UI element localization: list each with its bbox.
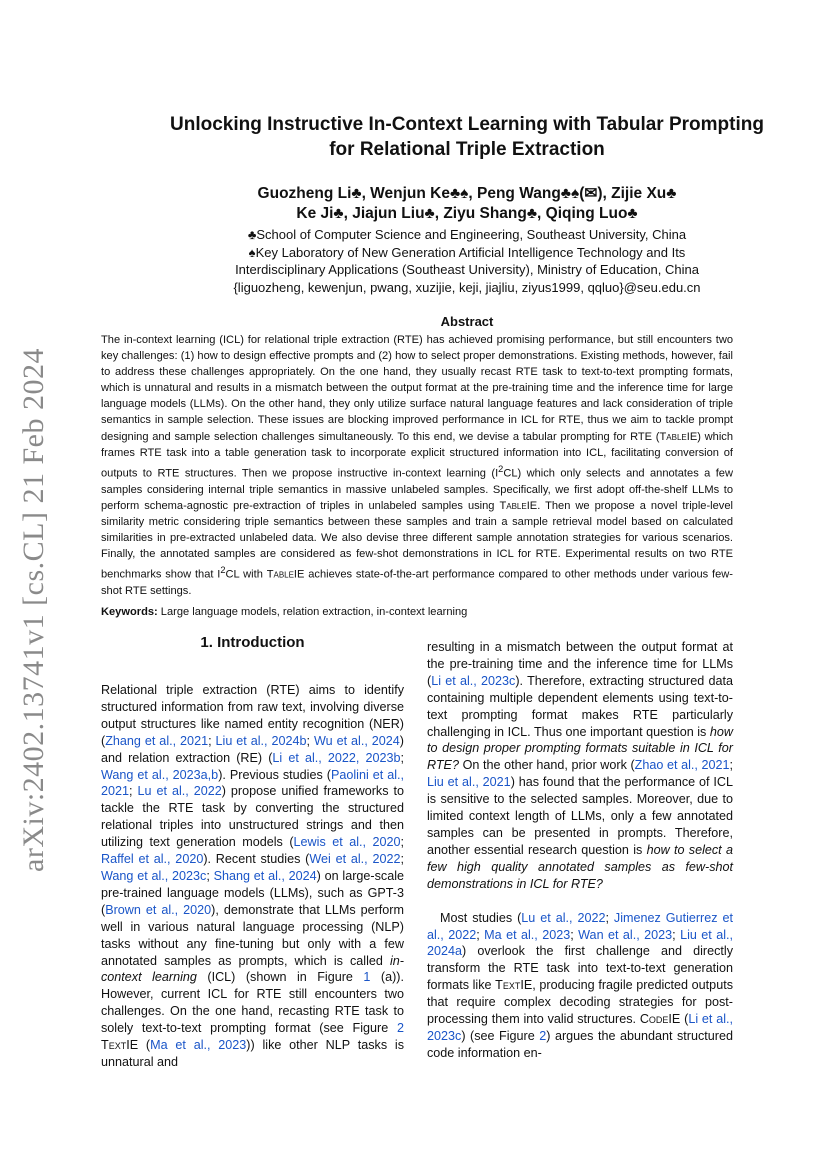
citation-link[interactable]: Liu et al., 2024a [427,927,734,959]
citation-link[interactable]: Lu et al., 2022 [137,784,222,799]
figure-link[interactable]: 2 [396,1021,404,1036]
citation-link[interactable]: Paolini et al., 2021 [101,767,405,799]
title-line-2: for Relational Triple Extraction [329,139,605,160]
method-name: TableIE [266,568,305,581]
affiliations [100,226,828,296]
paragraph: resulting in a mismatch between the output format at the pre-training time and the inference time for LLMs (Li et al., 2023c). Therefore, extracting structured data containing multiple dependent elements using text-to-text prompting format makes RTE particularly challenging in ICL. Thus one important question is how to design proper prompting formats suitable in ICL for RTE? On the other hand, prior work (Zhao et al., 2021; Liu et al., 2021) has found that the performance of ICL is sensitive to the selected samples. Moreover, due to limited context length of LLMs, only a few annotated samples can be presented in prompts. Therefore, another essential research question is how to select a few high quality annotated samples as few-shot demonstrations in ICL for RTE? [427,640,733,891]
citation-link[interactable]: Wang et al., 2023a,b [101,767,219,782]
paragraph: Most studies (Lu et al., 2022; Jimenez Gutierrez et al., 2022; Ma et al., 2023; Wan et al., 2023; Liu et al., 2024a) overlook the first challenge and directly transform the RTE task into text-to-text generation formats like TextIE, producing fragile predicted outputs that require complex decoding strategies for post-processing them into valid structures. CodeIE (Li et al., 2023c) (see Figure 2) argues the abundant structured code information en- [427,910,734,1060]
authors-line-1: Guozheng Li♣, Wenjun Ke♣♠, Peng Wang♣♠(✉), Zijie Xu♣ [257,185,677,202]
author-list [100,184,828,224]
keywords-label: Keywords: [101,606,158,618]
citation-link[interactable]: Wu et al., 2024 [313,733,400,748]
citation-link[interactable]: Li et al., 2023c [427,1012,733,1043]
figure-link[interactable]: 1 [363,970,371,985]
intro-right-column [427,639,733,1062]
citation-link[interactable]: Wei et al., 2022 [309,852,401,867]
citation-link[interactable]: Brown et al., 2020 [105,902,212,917]
author-emails: {liguozheng, kewenjun, pwang, xuzijie, keji, jiajliu, ziyus1999, qqluo}@seu.edu.cn [233,279,701,295]
citation-link[interactable]: Liu et al., 2021 [427,775,511,790]
citation-link[interactable]: Ma et al., 2023 [150,1038,247,1053]
keywords: Keywords: Large language models, relation extraction, in-context learning [101,606,468,618]
arxiv-identifier: arXiv:2402.13741v1 [cs.CL] 21 Feb 2024 [17,348,51,872]
paper-title [100,112,828,162]
citation-link[interactable]: Zhang et al., 2021 [105,733,209,748]
citation-link[interactable]: Li et al., 2022, 2023b [272,750,401,765]
section-heading-introduction: 1. Introduction [200,634,305,651]
citation-link[interactable]: Lu et al., 2022 [521,910,606,925]
citation-link[interactable]: Li et al., 2023c [431,673,516,688]
method-name: TableIE [659,430,698,443]
citation-link[interactable]: Lewis et al., 2020 [293,835,401,850]
citation-link[interactable]: Wan et al., 2023 [578,927,673,942]
citation-link[interactable]: Shang et al., 2024 [213,868,317,883]
citation-link[interactable]: Zhao et al., 2021 [634,758,730,773]
figure-link[interactable]: 2 [539,1028,547,1043]
method-name: TableIE [499,499,538,512]
citation-link[interactable]: Liu et al., 2024b [215,733,307,748]
affiliation-1: ♣School of Computer Science and Engineering, Southeast University, China [247,227,687,242]
abstract-heading: Abstract [440,314,494,329]
title-line-1: Unlocking Instructive In-Context Learning with Tabular Prompting [170,114,764,135]
citation-link[interactable]: Ma et al., 2023 [484,927,571,942]
citation-link[interactable]: Raffel et al., 2020 [101,852,204,867]
citation-link[interactable]: Wang et al., 2023c [101,868,207,883]
intro-left-column [101,682,404,1071]
affiliation-3: Interdisciplinary Applications (Southeast University), Ministry of Education, China [235,262,699,277]
paragraph: Relational triple extraction (RTE) aims to identify structured information from raw text, involving diverse output structures like named entity recognition (NER) (Zhang et al., 2021; Liu et al., 2024b; Wu et al., 2024) and relation extraction (RE) (Li et al., 2022, 2023b; Wang et al., 2023a,b). Previous studies (Paolini et al., 2021; Lu et al., 2022) propose unified frameworks to tackle the RTE task by converting the structured relational triples into unstructured strings and then utilizing text generation models (Lewis et al., 2020; Raffel et al., 2020). Recent studies (Wei et al., 2022; Wang et al., 2023c; Shang et al., 2024) on large-scale pre-trained language models (LLMs), such as GPT-3 (Brown et al., 2020), demonstrate that LLMs perform well in various natural language processing (NLP) tasks without any fine-tuning but only with a few annotated samples as prompts, which is called in-context learning (ICL) (shown in Figure 1 (a)). However, current ICL for RTE still encounters two challenges. On the one hand, recasting RTE task to solely text-to-text prompting format (see Figure 2 TextIE (Ma et al., 2023)) like other NLP tasks is unnatural and [101,683,405,1069]
abstract-body: The in-context learning (ICL) for relational triple extraction (RTE) has achieved promising performance, but still encounters two key challenges: (1) how to design effective prompts and (2) how to select proper demonstrations. Existing methods, however, fail to address these challenges appropriately. On the one hand, they usually recast RTE task to text-to-text prompting formats, which is unnatural and results in a mismatch between the output format at the pre-training time and the inference time for large language models (LLMs). On the other hand, they only utilize surface natural language features and lack consideration of triple semantics in sample selection. These issues are blocking improved performance in ICL for RTE, thus we aim to tackle prompt designing and sample selection challenges simultaneously. To this end, we devise a tabular prompting for RTE (TableIE) which frames RTE task into a table generation task to incorporate explicit structured information into ICL, facilitating conversion of outputs to RTE structures. Then we propose instructive in-context learning $(I^2CL)$ which only selects and annotates a few samples considering internal triple semantics in massive unlabeled samples. Specifically, we first adopt off-the-shelf LLMs to perform schema-agnostic pre-extraction of triples in unlabeled samples using TableIE. Then we propose a novel triple-level similarity metric considering triple semantics between these samples and train a sample retrieval model based on calculated similarities in pre-extracted unlabeled data. We also devise three different sample annotation strategies for various scenarios. Finally, the annotated samples are considered as few-shot demonstrations in ICL for RTE. Experimental results on two RTE benchmarks show that $I^2CL$ with TableIE achieves state-of-the-art performance compared to other methods under various few-shot RTE settings. [101,334,734,597]
authors-line-2: Ke Ji♣, Jiajun Liu♣, Ziyu Shang♣, Qiqing Luo♣ [296,205,638,222]
citation-link[interactable]: Jimenez Gutierrez et al., 2022 [427,910,734,942]
affiliation-2: ♠Key Laboratory of New Generation Artificial Intelligence Technology and Its [248,244,686,260]
